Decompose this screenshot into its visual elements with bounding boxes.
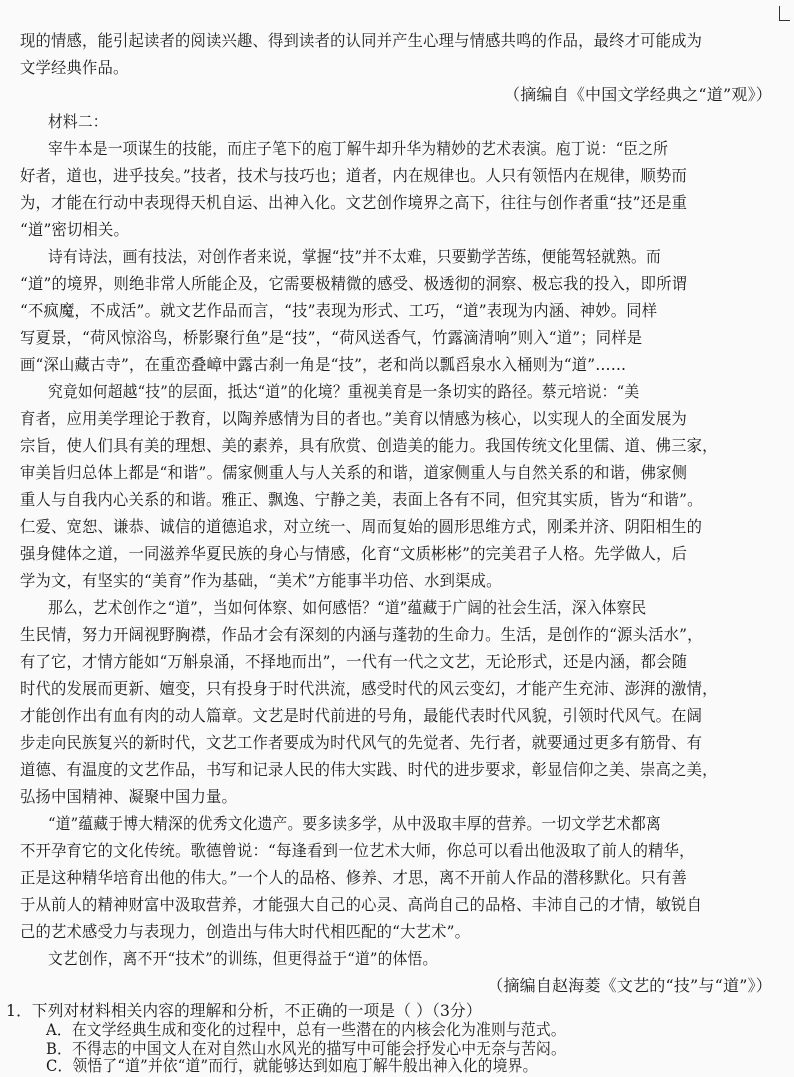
text-line: 诗有诗法，画有技法，对创作者来说，掌握“技”并不太难，只要勤学苦练，便能驾轻就熟。而 [48, 247, 661, 266]
question-stem: 1．下列对材料相关内容的理解和分析，不正确的一项是（ ）（3分） [6, 1001, 482, 1020]
text-line: 育者，应用美学理论于教育，以陶养感情为目的者也。”美育以情感为核心，以实现人的全面发展为 [20, 409, 688, 428]
text-line: 己的艺术感受力与表现力，创造出与伟大时代相匹配的“大艺术”。 [20, 922, 471, 941]
source-citation: （摘编自《中国文学经典之“道”观》） [504, 85, 772, 104]
text-line: 写夏景，“荷风惊浴鸟，桥影聚行鱼”是“技”，“荷风送香气，竹露滴清响”则入“道”；同样是 [20, 328, 643, 347]
text-line: 时代的发展而更新、嬗变，只有投身于时代洪流，感受时代的风云变幻，才能产生充沛、澎湃的激情， [20, 679, 718, 698]
text-line: 道德、有温度的文艺作品，书写和记录人民的伟大实践、时代的进步要求，彰显信仰之美、崇高之美， [20, 760, 718, 779]
text-line: 宰牛本是一项谋生的技能，而庄子笔下的庖丁解牛却升华为精妙的艺术表演。庖丁说：“臣之所 [48, 139, 669, 158]
text-line: 为，才能在行动中表现得天机自运、出神入化。文艺创作境界之高下，往往与创作者重“技”还是重 [20, 193, 688, 212]
text-line: 究竟如何超越“技”的层面，抵达“道”的化境？重视美育是一条切实的路径。蔡元培说：“美 [48, 382, 640, 401]
text-line: 强身健体之道，一同滋养华夏民族的身心与情感，化育“文质彬彬”的完美君子人格。先学做人，后 [20, 544, 688, 563]
text-line: 好者，道也，进乎技矣。”技者，技术与技巧也；道者，内在规律也。人只有领悟内在规律，顺势而 [20, 166, 688, 185]
text-line: 生民情，努力开阔视野胸襟，作品才会有深刻的内涵与蓬勃的生命力。生活，是创作的“源头活水”， [20, 625, 703, 644]
option-c: C．领悟了“道”并依“道”而行，就能够达到如庖丁解牛般出神入化的境界。 [46, 1056, 538, 1075]
text-line: 文艺创作，离不开“技术”的训练，但更得益于“道”的体悟。 [48, 949, 438, 968]
text-line: 那么，艺术创作之“道”，当如何体察、如何感悟？“道”蕴藏于广阔的社会生活，深入体察民 [48, 598, 647, 617]
text-line: 画“深山藏古寺”，在重峦叠嶂中露古刹一角是“技”，老和尚以瓢舀泉水入桶则为“道”…… [20, 355, 627, 374]
source-citation: （摘编自赵海菱《文艺的“技”与“道”》） [487, 976, 772, 995]
text-line: 弘扬中国精神、凝聚中国力量。 [20, 787, 238, 806]
text-line: 步走向民族复兴的新时代，文艺工作者要成为时代风气的先觉者、先行者，就要通过更多有筋骨、有 [20, 733, 703, 752]
text-line: 学为文，有坚实的“美育”作为基础，“美术”方能事半功倍、水到渠成。 [20, 571, 502, 590]
option-a: A．在文学经典生成和变化的过程中，总有一些潜在的内核会化为准则与范式。 [46, 1020, 566, 1039]
text-line: “道”的境界，则绝非常人所能企及，它需要极精微的感受、极透彻的洞察、极忘我的投入，即所谓 [20, 274, 688, 293]
text-line: 正是这种精华培育出他的伟大。”一个人的品格、修养、才思，离不开前人作品的潜移默化。只有善 [20, 868, 688, 887]
option-b: B．不得志的中国文人在对自然山水风光的描写中可能会抒发心中无奈与苦闷。 [46, 1039, 566, 1058]
text-line: 不开孕育它的文化传统。歌德曾说：“每逢看到一位艺术大师，你总可以看出他汲取了前人的精华， [20, 841, 695, 860]
text-line: 才能创作出有血有肉的动人篇章。文艺是时代前进的号角，最能代表时代风貌，引领时代风气。在阔 [20, 706, 703, 725]
text-line: 文学经典作品。 [20, 58, 129, 77]
text-line: “不疯魔，不成活”。就文艺作品而言，“技”表现为形式、工巧，“道”表现为内涵、神妙。同样 [20, 301, 658, 320]
text-line: 有了它，才情方能如“万斛泉涌，不择地而出”，一代有一代之文艺，无论形式，还是内涵，都会随 [20, 652, 688, 671]
page-corner-mark [779, 6, 790, 21]
text-line: 于从前人的精神财富中汲取营养，才能强大自己的心灵、高尚自己的品格、丰沛自己的才情，敏锐自 [20, 895, 703, 914]
text-line: “道”密切相关。 [20, 220, 130, 239]
text-line: 审美旨归总体上都是“和谐”。儒家侧重人与人关系的和谐，道家侧重人与自然关系的和谐，佛家侧 [20, 463, 688, 482]
text-line: 现的情感，能引起读者的阅读兴趣、得到读者的认同并产生心理与情感共鸣的作品，最终才可能成为 [20, 31, 703, 50]
text-line: 仁爱、宽恕、谦恭、诚信的道德追求，对立统一、周而复始的圆形思维方式，刚柔并济、阴阳相生的 [20, 517, 703, 536]
text-line: “道”蕴藏于博大精深的优秀文化遗产。要多读多学，从中汲取丰厚的营养。一切文学艺术都离 [48, 814, 661, 833]
text-line: 重人与自我内心关系的和谐。雅正、飘逸、宁静之美，表面上各有不同，但究其实质，皆为“和谐”。 [20, 490, 703, 509]
section-heading: 材料二： [48, 112, 108, 131]
text-line: 宗旨，使人们具有美的理想、美的素养，具有欣赏、创造美的能力。我国传统文化里儒、道、佛三家， [20, 436, 718, 455]
